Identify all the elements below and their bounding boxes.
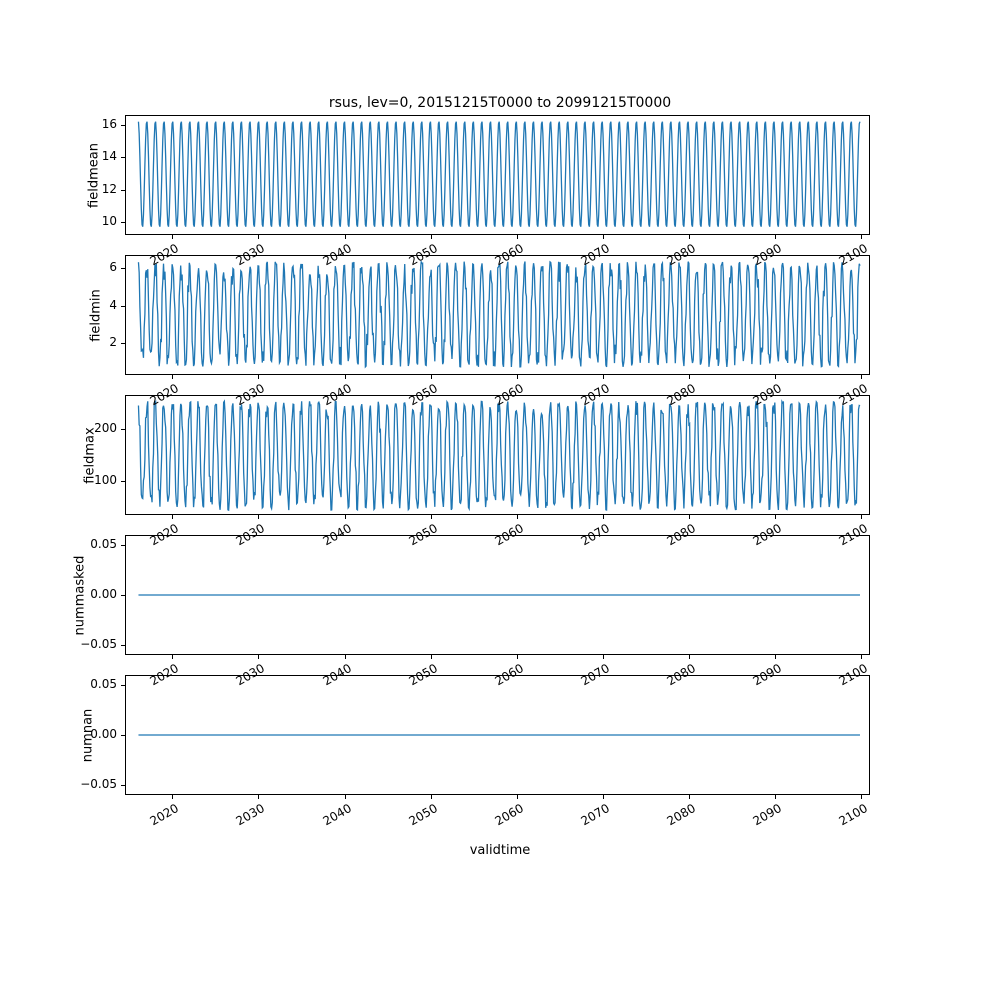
x-tick-label: 2050 bbox=[406, 381, 440, 409]
x-tick-mark bbox=[258, 235, 259, 239]
x-tick-label: 2070 bbox=[578, 241, 612, 269]
y-tick-mark bbox=[121, 685, 125, 686]
x-tick-label: 2100 bbox=[836, 521, 871, 549]
subplot-fieldmax bbox=[125, 395, 870, 515]
x-tick-label: 2020 bbox=[147, 521, 182, 549]
y-tick-label: −0.05 bbox=[80, 777, 117, 791]
x-tick-label: 2080 bbox=[664, 381, 699, 409]
x-tick-mark bbox=[775, 515, 776, 519]
xlabel-validtime: validtime bbox=[469, 843, 531, 858]
x-tick-label: 2100 bbox=[836, 801, 871, 829]
y-tick-mark bbox=[121, 545, 125, 546]
x-tick-mark bbox=[517, 655, 518, 659]
x-tick-label: 2020 bbox=[147, 381, 182, 409]
y-tick-mark bbox=[121, 222, 125, 223]
x-tick-label: 2060 bbox=[492, 521, 526, 549]
y-tick-mark bbox=[121, 645, 125, 646]
x-tick-mark bbox=[689, 375, 690, 379]
x-tick-label: 2020 bbox=[147, 241, 182, 269]
series-line bbox=[138, 262, 860, 367]
figure-title: rsus, lev=0, 20151215T0000 to 20991215T0000 bbox=[328, 95, 672, 111]
ylabel-numnan: numnan bbox=[80, 708, 96, 763]
x-tick-label: 2090 bbox=[750, 661, 785, 689]
x-tick-label: 2070 bbox=[578, 801, 612, 829]
x-tick-mark bbox=[861, 235, 862, 239]
ylabel-fieldmin: fieldmin bbox=[88, 289, 104, 342]
x-tick-label: 2050 bbox=[406, 661, 440, 689]
subplot-fieldmin bbox=[125, 255, 870, 375]
y-tick-mark bbox=[121, 735, 125, 736]
x-tick-mark bbox=[345, 515, 346, 519]
x-tick-mark bbox=[172, 235, 173, 239]
y-tick-label: 10 bbox=[101, 214, 117, 229]
subplot-numnan bbox=[125, 675, 870, 795]
y-tick-mark bbox=[121, 481, 125, 482]
x-tick-label: 2060 bbox=[492, 381, 526, 409]
x-tick-label: 2100 bbox=[836, 381, 871, 409]
x-tick-label: 2030 bbox=[234, 661, 268, 689]
numnan-plot-area bbox=[126, 676, 869, 794]
x-tick-mark bbox=[861, 655, 862, 659]
series-line bbox=[138, 122, 860, 227]
y-tick-mark bbox=[121, 785, 125, 786]
x-tick-mark bbox=[775, 655, 776, 659]
x-tick-mark bbox=[775, 375, 776, 379]
y-tick-label: 0.05 bbox=[90, 537, 117, 551]
x-tick-mark bbox=[258, 795, 259, 799]
x-tick-mark bbox=[689, 795, 690, 799]
y-tick-label: 12 bbox=[101, 181, 117, 196]
x-tick-label: 2070 bbox=[578, 381, 612, 409]
x-tick-mark bbox=[861, 795, 862, 799]
y-tick-label: 0.00 bbox=[90, 587, 117, 601]
x-tick-mark bbox=[603, 795, 604, 799]
x-tick-mark bbox=[603, 655, 604, 659]
ylabel-fieldmax: fieldmax bbox=[82, 427, 98, 484]
fieldmin-plot-area bbox=[126, 256, 869, 374]
x-tick-mark bbox=[689, 235, 690, 239]
subplot-nummasked bbox=[125, 535, 870, 655]
x-tick-mark bbox=[517, 515, 518, 519]
x-tick-label: 2050 bbox=[406, 241, 440, 269]
x-tick-label: 2060 bbox=[492, 241, 526, 269]
x-tick-label: 2090 bbox=[750, 521, 785, 549]
x-tick-label: 2080 bbox=[664, 521, 699, 549]
ylabel-fieldmean: fieldmean bbox=[86, 143, 102, 208]
x-tick-label: 2090 bbox=[750, 241, 785, 269]
x-tick-mark bbox=[258, 655, 259, 659]
x-tick-label: 2100 bbox=[836, 661, 871, 689]
x-tick-label: 2040 bbox=[320, 381, 354, 409]
y-tick-label: 16 bbox=[101, 116, 117, 131]
nummasked-plot-area bbox=[126, 536, 869, 654]
x-tick-label: 2090 bbox=[750, 801, 785, 829]
x-tick-label: 2030 bbox=[234, 241, 268, 269]
x-tick-mark bbox=[258, 515, 259, 519]
x-tick-mark bbox=[431, 515, 432, 519]
x-tick-mark bbox=[431, 375, 432, 379]
x-tick-mark bbox=[603, 515, 604, 519]
x-tick-label: 2040 bbox=[320, 661, 354, 689]
x-tick-mark bbox=[431, 235, 432, 239]
x-tick-mark bbox=[517, 795, 518, 799]
x-tick-mark bbox=[689, 655, 690, 659]
x-tick-label: 2090 bbox=[750, 381, 785, 409]
x-tick-mark bbox=[775, 235, 776, 239]
y-tick-mark bbox=[121, 595, 125, 596]
y-tick-label: −0.05 bbox=[80, 637, 117, 651]
x-tick-mark bbox=[861, 375, 862, 379]
y-tick-label: 100 bbox=[94, 473, 117, 488]
fieldmean-plot-area bbox=[126, 116, 869, 234]
x-tick-label: 2080 bbox=[664, 241, 699, 269]
y-tick-label: 6 bbox=[109, 260, 117, 275]
y-tick-label: 14 bbox=[101, 149, 117, 164]
x-tick-mark bbox=[603, 235, 604, 239]
x-tick-label: 2070 bbox=[578, 661, 612, 689]
x-tick-label: 2050 bbox=[406, 521, 440, 549]
x-tick-mark bbox=[689, 515, 690, 519]
x-tick-mark bbox=[345, 655, 346, 659]
x-tick-mark bbox=[172, 655, 173, 659]
y-tick-mark bbox=[121, 125, 125, 126]
x-tick-mark bbox=[345, 375, 346, 379]
x-tick-label: 2100 bbox=[836, 241, 871, 269]
x-tick-mark bbox=[603, 375, 604, 379]
x-tick-label: 2070 bbox=[578, 521, 612, 549]
x-tick-mark bbox=[345, 235, 346, 239]
x-tick-mark bbox=[345, 795, 346, 799]
x-tick-mark bbox=[517, 375, 518, 379]
x-tick-label: 2060 bbox=[492, 801, 526, 829]
y-tick-mark bbox=[121, 157, 125, 158]
y-tick-label: 0.05 bbox=[90, 677, 117, 691]
x-tick-label: 2030 bbox=[234, 801, 268, 829]
x-tick-mark bbox=[861, 515, 862, 519]
x-tick-mark bbox=[258, 375, 259, 379]
x-tick-label: 2080 bbox=[664, 661, 699, 689]
y-tick-label: 200 bbox=[94, 420, 117, 435]
x-tick-label: 2040 bbox=[320, 801, 354, 829]
x-tick-label: 2020 bbox=[147, 661, 182, 689]
x-tick-mark bbox=[172, 375, 173, 379]
y-tick-label: 4 bbox=[109, 297, 117, 312]
y-tick-mark bbox=[121, 306, 125, 307]
fieldmax-plot-area bbox=[126, 396, 869, 514]
x-tick-label: 2050 bbox=[406, 801, 440, 829]
y-tick-mark bbox=[121, 343, 125, 344]
y-tick-mark bbox=[121, 190, 125, 191]
x-tick-mark bbox=[172, 515, 173, 519]
x-tick-mark bbox=[431, 655, 432, 659]
x-tick-label: 2030 bbox=[234, 381, 268, 409]
x-tick-label: 2080 bbox=[664, 801, 699, 829]
subplot-fieldmean bbox=[125, 115, 870, 235]
y-tick-label: 2 bbox=[109, 335, 117, 350]
x-tick-label: 2060 bbox=[492, 661, 526, 689]
x-tick-label: 2040 bbox=[320, 241, 354, 269]
y-tick-mark bbox=[121, 429, 125, 430]
x-tick-label: 2040 bbox=[320, 521, 354, 549]
x-tick-mark bbox=[172, 795, 173, 799]
x-tick-mark bbox=[431, 795, 432, 799]
x-tick-label: 2020 bbox=[147, 801, 182, 829]
x-tick-mark bbox=[775, 795, 776, 799]
y-tick-label: 0.00 bbox=[90, 727, 117, 741]
x-tick-mark bbox=[517, 235, 518, 239]
ylabel-nummasked: nummasked bbox=[72, 555, 88, 636]
x-tick-label: 2030 bbox=[234, 521, 268, 549]
series-line bbox=[138, 401, 860, 510]
